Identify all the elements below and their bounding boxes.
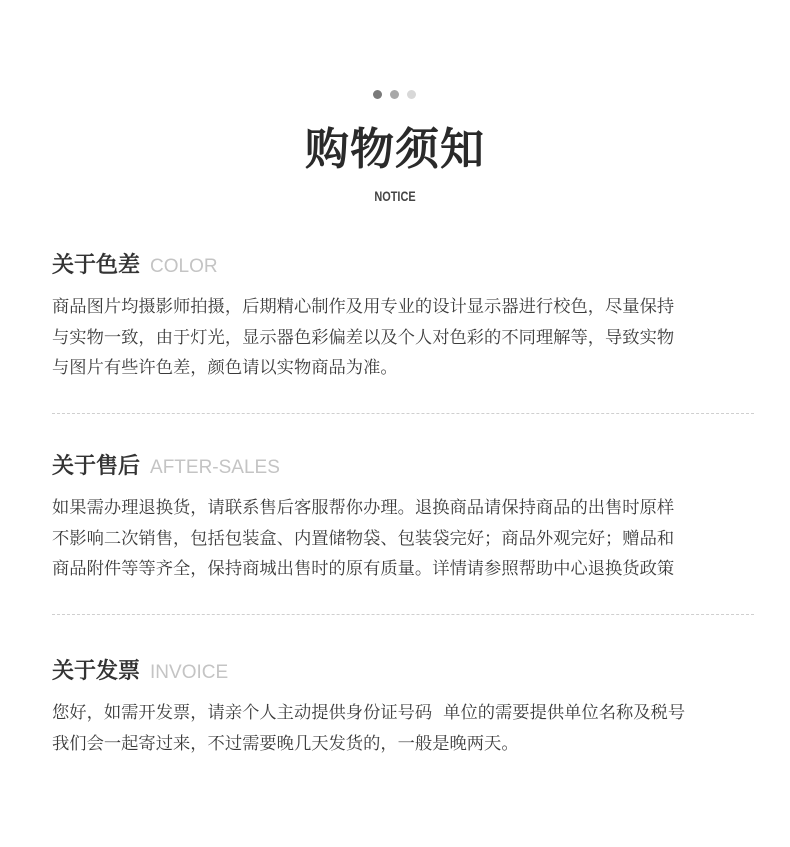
dot-indicator	[373, 90, 382, 99]
section-english-title: INVOICE	[150, 662, 229, 683]
section-color	[52, 248, 752, 384]
dashed-divider	[52, 614, 754, 615]
dot-indicator	[390, 90, 399, 99]
body-line: 不影响二次销售，包括包装盒、内置储物袋、包装袋完好；商品外观完好；赠品和	[52, 528, 675, 549]
body-line: 与实物一致，由于灯光，显示器色彩偏差以及个人对色彩的不同理解等，导致实物	[52, 327, 675, 348]
section-header	[52, 248, 752, 282]
section-invoice	[52, 654, 752, 759]
body-line: 您好，如需开发票，请亲个人主动提供身份证号码 单位的需要提供单位名称及税号	[52, 703, 686, 723]
section-body	[52, 698, 752, 759]
dashed-divider	[52, 413, 754, 414]
section-english-title: AFTER-SALES	[150, 457, 280, 478]
body-line: 如果需办理退换货，请联系售后客服帮你办理。退换商品请保持商品的出售时原样	[52, 498, 675, 518]
section-english-title: COLOR	[150, 256, 218, 277]
body-line: 商品附件等等齐全，保持商城出售时的原有质量。详情请参照帮助中心退换货政策	[52, 559, 675, 579]
section-title: 关于色差	[52, 253, 141, 278]
dot-indicator	[407, 90, 416, 99]
body-line: 商品图片均摄影师拍摄，后期精心制作及用专业的设计显示器进行校色，尽量保持	[52, 297, 675, 317]
section-title: 关于发票	[52, 659, 141, 684]
section-header	[52, 449, 752, 483]
body-line: 我们会一起寄过来，不过需要晚几天发货的，一般是晚两天。	[52, 733, 519, 754]
page-title: 购物须知	[305, 124, 485, 175]
section-body	[52, 493, 752, 585]
page-subtitle: NOTICE	[374, 188, 416, 204]
section-title: 关于售后	[52, 454, 141, 479]
section-body	[52, 292, 752, 384]
section-after-sales	[52, 449, 752, 585]
body-line: 与图片有些许色差，颜色请以实物商品为准。	[52, 358, 398, 378]
carousel-dots	[373, 90, 416, 99]
section-header	[52, 654, 752, 688]
